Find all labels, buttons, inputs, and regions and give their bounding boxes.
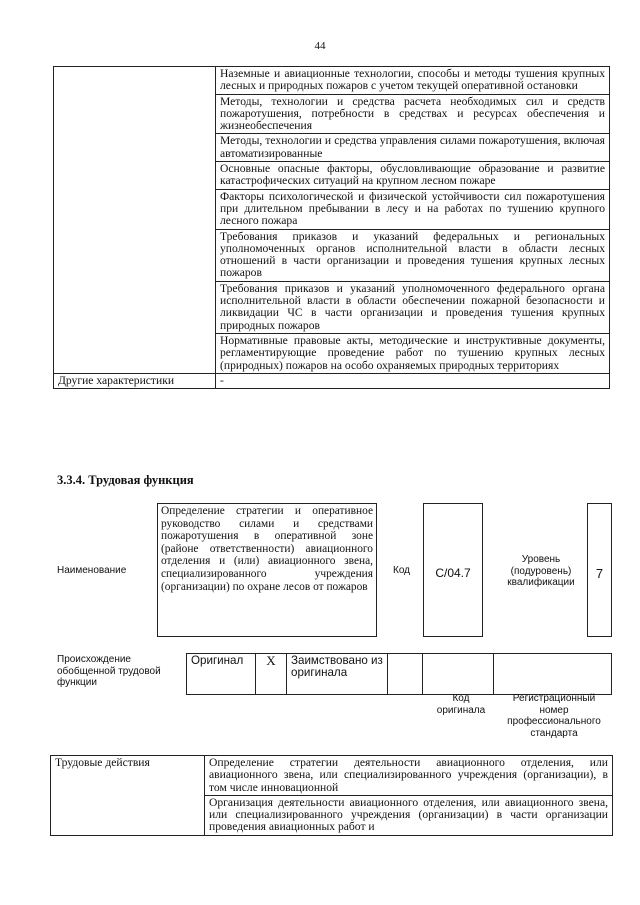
function-name-box: Определение стратегии и оперативное руководство силами и средствами пожаротушения в оперативной зоне (районе ответственности) авиационного отделения и (или) авиационного звена, специализированного учреждения (организации) по охране лесов от пожаров (157, 503, 377, 637)
borrowed-label: Заимствовано из оригинала (287, 654, 388, 695)
labor-action-item: Организация деятельности авиационного отделения, или авиационного звена, или специализированного учреждения (организации) в части организации проведения авиационных работ и (205, 795, 613, 835)
section-title: 3.3.4. Трудовая функция (57, 473, 194, 487)
knowledge-item: Факторы психологической и физической устойчивости сил пожаротушения при длительном пребывании в лесу и на работах по тушению крупного лесного пожара (216, 189, 610, 229)
origin-label: Происхождение обобщенной трудовой функции (57, 654, 161, 688)
knowledge-item: Требования приказов и указаний уполномоченного федерального органа исполнительной власти в области обеспечении пожарной безопасности и ликвидации ЧС в части организации и проведения тушения крупных природных пожаров (216, 281, 610, 333)
registration-number-caption: Регистрационный номер профессионального стандарта (507, 693, 601, 739)
original-label: Оригинал (187, 654, 256, 695)
qualification-level-box: 7 (587, 503, 612, 637)
labor-actions-table (50, 755, 613, 836)
knowledge-item: Основные опасные факторы, обусловливающие образование и развитие катастрофических ситуаций на крупном лесном пожаре (216, 162, 610, 190)
knowledge-table (53, 66, 610, 389)
knowledge-item: Методы, технологии и средства управления силами пожаротушения, включая автоматизированные (216, 134, 610, 162)
function-code-box: C/04.7 (423, 503, 483, 637)
original-code-cell (423, 654, 494, 695)
origin-blank-cell (388, 654, 423, 695)
other-characteristics-label: Другие характеристики (54, 373, 216, 388)
other-characteristics-value: - (216, 373, 610, 388)
name-label: Наименование (57, 565, 127, 576)
knowledge-item: Наземные и авиационные технологии, способы и методы тушения крупных лесных и природных пожаров с учетом текущей оперативной остановки (216, 67, 610, 95)
qualification-level-label: Уровень (подуровень) квалификации (507, 554, 575, 588)
knowledge-item: Нормативные правовые акты, методические и инструктивные документы, регламентирующие проведение работ по тушению крупных лесных (природных) пожаров на особо охраняемых природных территориях (216, 333, 610, 373)
page-number: 44 (314, 40, 326, 52)
origin-table (186, 653, 612, 695)
knowledge-item: Требования приказов и указаний федеральных и региональных уполномоченных органов исполнительной власти в области лесных отношений в части организации и проведения тушения крупных лесных пожаров (216, 229, 610, 281)
original-mark: X (256, 654, 287, 695)
knowledge-table-label-cell (54, 67, 216, 374)
knowledge-item: Методы, технологии и средства расчета необходимых сил и средств пожаротушения, потребности в средствах и ресурсах обеспечения и жизнеобеспечения (216, 94, 610, 134)
registration-number-cell (494, 654, 612, 695)
code-label: Код (393, 565, 411, 576)
labor-action-item: Определение стратегии деятельности авиационного отделения, или авиационного звена, или специализированного учреждения (организации), в том числе инновационной (205, 756, 613, 796)
original-code-caption: Код оригинала (436, 693, 486, 716)
labor-actions-label: Трудовые действия (51, 756, 205, 836)
